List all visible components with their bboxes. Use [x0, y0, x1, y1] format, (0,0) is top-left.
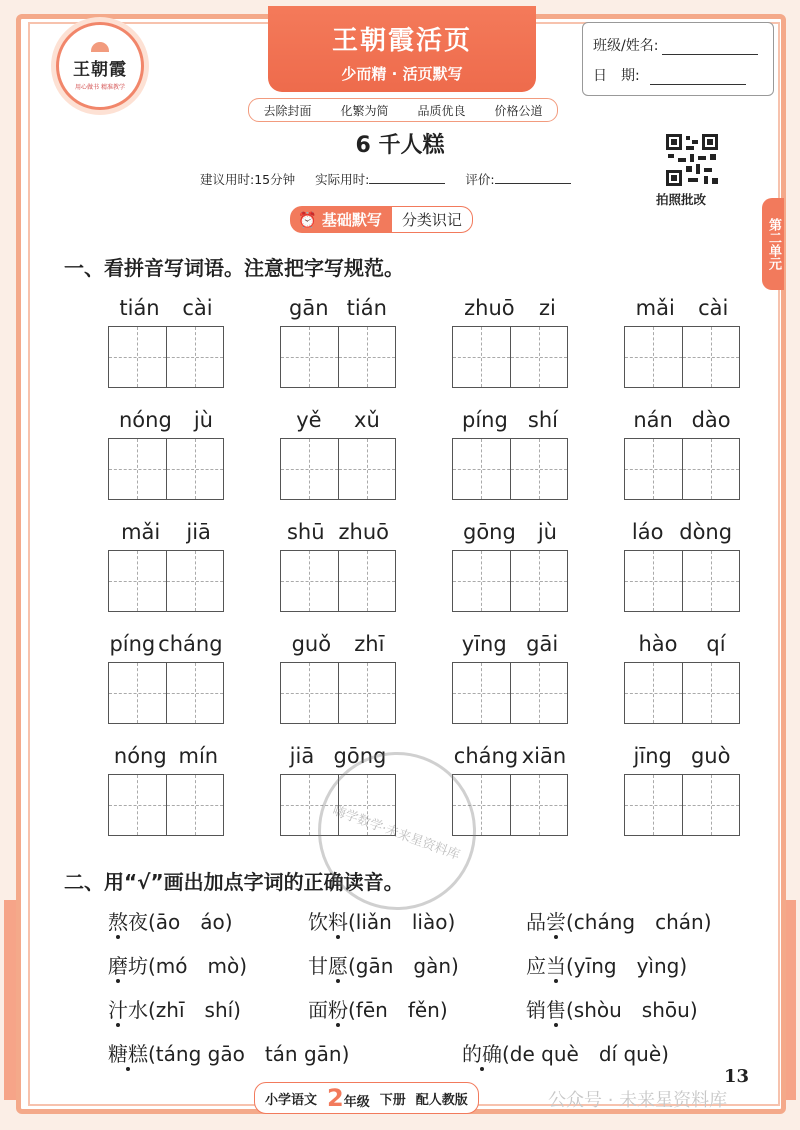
- writing-grid: [452, 550, 568, 612]
- word-item: [452, 514, 568, 612]
- writing-grid: [624, 774, 740, 836]
- writing-box[interactable]: [625, 663, 682, 723]
- writing-grid: [108, 438, 224, 500]
- class-name-field[interactable]: [662, 40, 758, 55]
- pinyin-syllable: jīng: [633, 744, 672, 768]
- class-name-label: 班级/姓名:: [593, 38, 659, 54]
- writing-grid: [108, 550, 224, 612]
- pinyin-syllable: mǎi: [121, 520, 161, 544]
- time-row: [200, 170, 571, 188]
- pinyin-syllable: dào: [691, 408, 731, 432]
- reading-text: 应: [526, 954, 546, 978]
- slogan-item: 去除封面: [263, 103, 312, 118]
- pinyin-syllable: hào: [638, 632, 678, 656]
- writing-box[interactable]: [510, 327, 568, 387]
- writing-box[interactable]: [453, 439, 510, 499]
- pinyin-syllable: nóng: [119, 408, 172, 432]
- pinyin-syllable: jiā: [289, 744, 315, 768]
- writing-box[interactable]: [166, 551, 224, 611]
- word-item: [452, 290, 568, 388]
- pinyin-syllable: gān: [289, 296, 329, 320]
- pinyin-syllable: guò: [690, 744, 731, 768]
- pinyin-syllable: nán: [633, 408, 673, 432]
- reading-item[interactable]: [308, 906, 455, 935]
- pinyin-label: [624, 514, 740, 544]
- writing-box[interactable]: [109, 327, 166, 387]
- qr-code-icon[interactable]: [664, 132, 720, 188]
- pinyin-syllable: zhī: [354, 632, 385, 656]
- reading-item[interactable]: [108, 950, 247, 979]
- header-banner: [268, 6, 536, 92]
- writing-box[interactable]: [166, 663, 224, 723]
- writing-grid: [624, 662, 740, 724]
- reading-text: (shòu shōu): [566, 998, 698, 1022]
- reading-text: (fēn fěn): [348, 998, 448, 1022]
- date-row: [593, 65, 746, 85]
- slogan-bar: [248, 98, 558, 122]
- writing-grid: [108, 774, 224, 836]
- page-number: 13: [724, 1066, 750, 1087]
- word-item: [624, 514, 740, 612]
- writing-box[interactable]: [166, 439, 224, 499]
- pinyin-syllable: gāi: [526, 632, 559, 656]
- reading-text: (de què dí què): [502, 1042, 669, 1066]
- writing-box[interactable]: [109, 663, 166, 723]
- pinyin-label: [280, 626, 396, 656]
- slogan-item: 化繁为简: [340, 103, 389, 118]
- slogan-item: 品质优良: [417, 103, 466, 118]
- writing-box[interactable]: [166, 327, 224, 387]
- writing-box[interactable]: [338, 663, 396, 723]
- pinyin-syllable: guǒ: [291, 632, 332, 656]
- writing-box[interactable]: [338, 439, 396, 499]
- reading-text: (yīng yìng): [566, 954, 688, 978]
- pinyin-label: [108, 402, 224, 432]
- word-item: [624, 626, 740, 724]
- writing-box[interactable]: [682, 775, 740, 835]
- pinyin-syllable: xǔ: [354, 408, 380, 432]
- word-item: [280, 626, 396, 724]
- writing-box[interactable]: [682, 551, 740, 611]
- pinyin-syllable: gōng: [463, 520, 516, 544]
- pinyin-syllable: yīng: [461, 632, 507, 656]
- pinyin-syllable: xiān: [521, 744, 567, 768]
- pinyin-label: [624, 402, 740, 432]
- writing-grid: [280, 438, 396, 500]
- actual-time-label: 实际用时:: [315, 172, 370, 187]
- word-item: [280, 290, 396, 388]
- word-item: [108, 402, 224, 500]
- writing-grid: [452, 326, 568, 388]
- date-field[interactable]: [650, 70, 746, 85]
- pinyin-syllable: qí: [706, 632, 726, 656]
- banner-title: 王朝霞活页: [331, 26, 472, 56]
- writing-box[interactable]: [682, 327, 740, 387]
- suggested-time: 建议用时:15分钟: [200, 172, 296, 187]
- dotted-character: 尝: [546, 910, 566, 934]
- reading-item[interactable]: [526, 906, 712, 935]
- actual-time-field[interactable]: [369, 171, 445, 184]
- writing-box[interactable]: [281, 551, 338, 611]
- writing-grid: [624, 326, 740, 388]
- writing-grid: [452, 662, 568, 724]
- word-item: [624, 290, 740, 388]
- writing-box[interactable]: [338, 327, 396, 387]
- pinyin-label: [108, 626, 224, 656]
- pinyin-label: [280, 514, 396, 544]
- pinyin-label: [624, 290, 740, 320]
- pinyin-syllable: láo: [631, 520, 664, 544]
- footer-subject: 小学语文: [265, 1092, 318, 1108]
- footer-watermark: 公众号 · 未来星资料库: [548, 1090, 728, 1111]
- footer-edition: 配人教版: [415, 1092, 468, 1108]
- qr-label: 拍照批改: [656, 192, 707, 207]
- reading-text: 甘: [308, 954, 328, 978]
- pinyin-syllable: shí: [527, 408, 558, 432]
- writing-box[interactable]: [510, 663, 568, 723]
- student-info-box: [582, 22, 774, 96]
- pinyin-label: [624, 738, 740, 768]
- pinyin-syllable: zhuō: [338, 520, 390, 544]
- part1-heading: 一、看拼音写词语。注意把字写规范。: [64, 256, 404, 280]
- logo-text: 王朝霞: [73, 59, 127, 80]
- reading-text: 面: [308, 998, 328, 1022]
- pinyin-syllable: gōng: [333, 744, 387, 768]
- pinyin-syllable: mín: [178, 744, 219, 768]
- class-name-row: [593, 35, 758, 55]
- word-item: [108, 738, 224, 836]
- writing-box[interactable]: [625, 439, 682, 499]
- pinyin-syllable: zi: [538, 296, 556, 320]
- pinyin-syllable: jù: [193, 408, 213, 432]
- dotted-character: 的确: [462, 1042, 502, 1066]
- tag-main: [290, 206, 392, 233]
- reading-text: 销: [526, 998, 546, 1022]
- writing-box[interactable]: [453, 663, 510, 723]
- writing-box[interactable]: [510, 439, 568, 499]
- dotted-character: 料: [328, 910, 348, 934]
- word-item: [280, 514, 396, 612]
- writing-box[interactable]: [166, 775, 224, 835]
- writing-box[interactable]: [281, 663, 338, 723]
- pinyin-syllable: píng: [462, 408, 508, 432]
- pinyin-syllable: tián: [346, 296, 387, 320]
- pinyin-syllable: shū: [286, 520, 325, 544]
- writing-grid: [280, 550, 396, 612]
- reading-item[interactable]: [108, 906, 233, 935]
- reading-item[interactable]: [308, 950, 459, 979]
- pinyin-syllable: nóng: [113, 744, 167, 768]
- pinyin-syllable: cháng: [453, 744, 519, 768]
- watermark-stamp: 嗨学数学·未来星资料库: [296, 730, 499, 933]
- writing-grid: [624, 438, 740, 500]
- writing-box[interactable]: [625, 551, 682, 611]
- pinyin-syllable: píng: [109, 632, 156, 656]
- evaluation: [465, 170, 570, 188]
- evaluation-label: 评价:: [465, 172, 495, 187]
- pinyin-syllable: mǎi: [635, 296, 675, 320]
- pinyin-syllable: dòng: [679, 520, 733, 544]
- dotted-character: 售: [546, 998, 566, 1022]
- writing-grid: [108, 662, 224, 724]
- logo-subtext: 用心做书 精准教学: [75, 83, 125, 91]
- lesson-title: 6 千人糕: [355, 133, 445, 158]
- pinyin-label: [108, 290, 224, 320]
- reading-item[interactable]: [308, 994, 448, 1023]
- pinyin-label: [452, 402, 568, 432]
- reading-item[interactable]: [108, 1038, 349, 1067]
- banner-subtitle: 少而精 · 活页默写: [341, 65, 463, 83]
- footer-bar: [254, 1082, 479, 1114]
- slogan-item: 价格公道: [494, 103, 543, 118]
- reading-item[interactable]: [462, 1038, 669, 1067]
- pinyin-syllable: tián: [119, 296, 160, 320]
- pinyin-syllable: cháng: [158, 632, 223, 656]
- pinyin-label: [280, 290, 396, 320]
- reading-item[interactable]: [526, 994, 698, 1023]
- pinyin-label: [108, 514, 224, 544]
- dotted-character: 粉: [328, 998, 348, 1022]
- word-item: [280, 402, 396, 500]
- reading-text: (liǎn liào): [348, 910, 456, 934]
- reading-text: 品: [526, 910, 546, 934]
- tag-main-label: 基础默写: [321, 211, 382, 229]
- reading-text: (táng gāo tán gān): [148, 1042, 350, 1066]
- word-item: [108, 290, 224, 388]
- reading-text: (gān gàn): [348, 954, 459, 978]
- reading-text: 坊(mó mò): [128, 954, 248, 978]
- pinyin-label: [280, 402, 396, 432]
- dotted-character: 糖糕: [108, 1042, 148, 1066]
- word-item: [452, 626, 568, 724]
- word-item: [624, 402, 740, 500]
- pinyin-label: [452, 626, 568, 656]
- pinyin-syllable: zhuō: [464, 296, 515, 320]
- pinyin-label: [624, 626, 740, 656]
- brand-logo: [56, 22, 144, 110]
- writing-box[interactable]: [682, 663, 740, 723]
- writing-box[interactable]: [109, 551, 166, 611]
- dotted-character: 汁: [108, 998, 128, 1022]
- writing-box[interactable]: [109, 775, 166, 835]
- writing-box[interactable]: [281, 327, 338, 387]
- writing-grid: [452, 438, 568, 500]
- writing-grid: [624, 550, 740, 612]
- section-tag: [290, 206, 473, 233]
- pinyin-label: [452, 290, 568, 320]
- pinyin-syllable: yě: [296, 408, 322, 432]
- alarm-clock-icon: ⏰: [298, 211, 322, 229]
- reading-item[interactable]: [526, 950, 687, 979]
- footer-volume: 下册: [379, 1092, 406, 1108]
- evaluation-field[interactable]: [495, 171, 571, 184]
- writing-box[interactable]: [510, 775, 568, 835]
- dotted-character: 当: [546, 954, 566, 978]
- actual-time: [315, 170, 445, 188]
- writing-box[interactable]: [510, 551, 568, 611]
- writing-box[interactable]: [453, 551, 510, 611]
- writing-box[interactable]: [682, 439, 740, 499]
- logo-sun-icon: [91, 42, 109, 52]
- writing-box[interactable]: [625, 775, 682, 835]
- tag-sub: 分类识记: [392, 206, 473, 233]
- writing-box[interactable]: [281, 439, 338, 499]
- footer-grade-number: 2: [327, 1084, 344, 1112]
- writing-grid: [108, 326, 224, 388]
- part2-heading: 二、用“√”画出加点字词的正确读音。: [64, 870, 404, 894]
- writing-grid: [280, 326, 396, 388]
- word-item: [108, 514, 224, 612]
- writing-box[interactable]: [338, 551, 396, 611]
- reading-text: 饮: [308, 910, 328, 934]
- dotted-character: 愿: [328, 954, 348, 978]
- word-item: [624, 738, 740, 836]
- writing-grid: [280, 662, 396, 724]
- writing-box[interactable]: [625, 327, 682, 387]
- footer-grade-text: 年级: [343, 1095, 370, 1110]
- word-item: [452, 402, 568, 500]
- pinyin-label: [108, 738, 224, 768]
- pinyin-syllable: jù: [537, 520, 557, 544]
- pinyin-syllable: cài: [698, 296, 729, 320]
- writing-box[interactable]: [109, 439, 166, 499]
- reading-text: 水(zhī shí): [128, 998, 241, 1022]
- reading-text: 夜(āo áo): [128, 910, 233, 934]
- pinyin-syllable: jiā: [186, 520, 211, 544]
- pinyin-label: [452, 738, 568, 768]
- dotted-character: 磨: [108, 954, 128, 978]
- unit-tab: 第二单元: [762, 198, 784, 290]
- reading-text: (cháng chán): [566, 910, 712, 934]
- word-item: [108, 626, 224, 724]
- pinyin-label: [452, 514, 568, 544]
- pinyin-syllable: cài: [182, 296, 213, 320]
- reading-item[interactable]: [108, 994, 241, 1023]
- date-label: 日 期:: [593, 68, 640, 84]
- writing-box[interactable]: [453, 327, 510, 387]
- dotted-character: 熬: [108, 910, 128, 934]
